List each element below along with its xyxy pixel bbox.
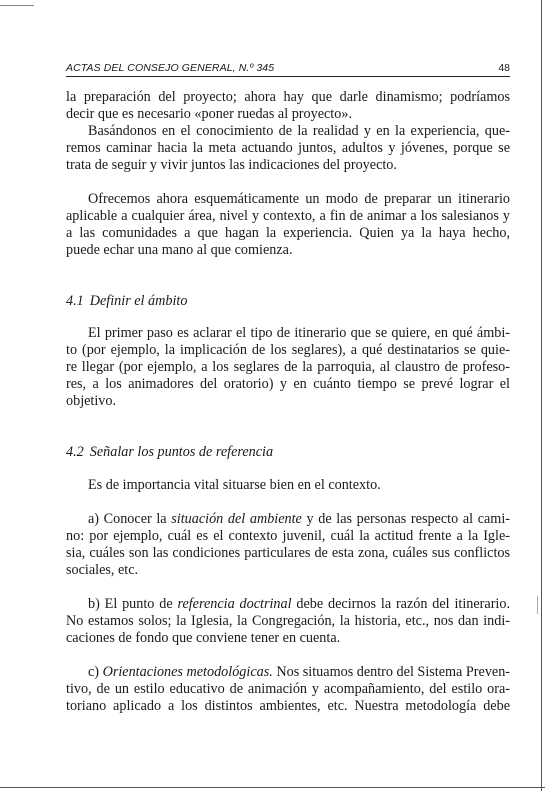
text-run: a) Conocer la [88,511,172,527]
text-line: caciones de fondo que conviene tener en cuenta. [66,630,341,646]
text-line: res, a los animadores del oratorio) y en cuánto tiempo se prevé lograr el [66,376,510,392]
text-run: debe decirnos la razón del itinerario. [291,596,510,612]
text-line: toriano aplicado a los distintos ambientes, etc. Nuestra metodología debe [66,698,510,714]
margin-tick [537,596,538,614]
section-number: 4.2 [66,444,84,460]
text-line: sociales, etc. [66,562,139,578]
section-number: 4.1 [66,293,84,309]
text-line: No estamos solos; la Iglesia, la Congregación, la historia, etc., nos dan indi- [66,613,510,629]
text-line: la preparación del proyecto; ahora hay que darle dinamismo; podríamos [66,89,510,105]
running-header [66,60,510,77]
text-line: trata de seguir y vivir juntos las indicaciones del proyecto. [66,157,397,173]
text-line: objetivo. [66,393,117,409]
text-line: no: por ejemplo, cuál es el contexto juvenil, cuál la actitud frente a la Igle- [66,528,510,544]
text-line [88,511,510,528]
text-run: c) [88,664,103,680]
text-line: to (por ejemplo, la implicación de los seglares), a qué destinatarios se quie- [66,342,510,358]
text-line [88,664,510,681]
text-line: puede echar una mano al que comienza. [66,242,293,258]
section-title: Definir el ámbito [89,293,188,309]
text-line [88,596,510,613]
text-line: remos caminar hacia la meta actuando juntos, adultos y jóvenes, porque se [66,140,510,156]
text-run: b) El punto de [88,596,178,612]
page-edge-right [541,0,542,791]
page-edge-bottom [0,787,545,788]
text-line: sia, cuáles son las condiciones particulares de esta zona, cuáles sus conflictos [66,545,510,561]
section-heading [66,444,273,461]
text-line: aplicable a cualquier área, nivel y contexto, a fin de animar a los salesianos y [66,208,510,224]
running-title: ACTAS DEL CONSEJO GENERAL, N.º 345 [66,62,275,74]
section-heading [66,293,187,310]
text-line: decir que es necesario «poner ruedas al proyecto». [66,106,352,122]
emphasis-text: referencia doctrinal [177,596,292,612]
emphasis-text: situación del ambiente [171,511,302,527]
emphasis-text: Orientaciones metodológicas. [102,664,273,680]
text-line: re llegar (por ejemplo, a los seglares de la parroquia, al claustro de profeso- [66,359,510,375]
text-line: a las comunidades a que hagan la experiencia. Quien ya la haya hecho, [66,225,510,241]
text-run: Nos situamos dentro del Sistema Preven- [272,664,511,680]
text-line: El primer paso es aclarar el tipo de itinerario que se quiere, en qué ámbi- [88,325,510,341]
text-line: Ofrecemos ahora esquemáticamente un modo de preparar un itinerario [88,191,510,207]
text-line: Es de importancia vital situarse bien en el contexto. [88,477,381,493]
section-title: Señalar los puntos de referencia [89,444,274,460]
scan-corner-mark [0,5,34,6]
text-line: Basándonos en el conocimiento de la realidad y en la experiencia, que- [88,123,510,139]
page-number: 48 [498,62,510,74]
text-line: tivo, de un estilo educativo de animación y acompañamiento, del estilo ora- [66,681,510,697]
text-run: y de las personas respecto al cami- [301,511,510,527]
